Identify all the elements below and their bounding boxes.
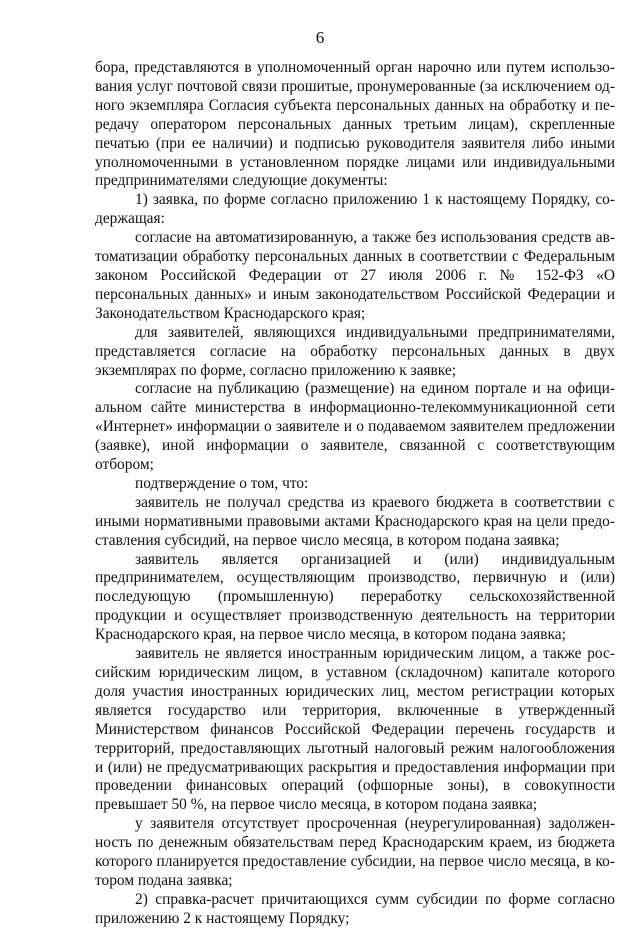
paragraph-no-debt: у заявителя отсутствует просроченная (неурегулированная) задолженность по денежным обязательствам перед Краснодарским краем, из бюджета которого планируется предоставление субсидии, на первое число месяца, в котором подана заявка;	[95, 815, 615, 889]
paragraph-consent-processing: согласие на автоматизированную, а также без использования средств автоматизации обработку персональных данных в соответствии с Федеральным законом Российской Федерации от 27 июля 2006 г. № 152-ФЗ «О персональных данных» и иным законодательством Российской Федерации и Законодательством Краснодарского края;	[95, 229, 615, 322]
paragraph-consent-publication: согласие на публикацию (размещение) на едином портале и на официальном сайте министерства в информационно-телекоммуникационной сети «Интернет» информации о заявителе и о подаваемом заявителем предложении (заявке), иной информации о заявителе, связанной с соответствующим отбором;	[95, 380, 615, 474]
paragraph-entrepreneur-consent: для заявителей, являющихся индивидуальными предпринимателями, представляется согласие на обработку персональных данных в двух экземплярах по форме, согласно приложению к заявке;	[95, 323, 615, 379]
paragraph-is-producer: заявитель является организацией и (или) индивидуальным предпринимателем, осуществляющим производство, первичную и (или) последующую (промышленную) переработку сельскохозяйственной продукции и осуществляет производственную деятельность на территории Краснодарского края, на первое число месяца, в котором подана заявка;	[95, 550, 615, 644]
paragraph-confirmation-intro: подтверждение о том, что:	[135, 474, 309, 492]
paragraph-item-1-application: 1) заявка, по форме согласно приложению 1 к настоящему Порядку, содержащая:	[95, 191, 615, 228]
document-body	[95, 59, 615, 929]
paragraph-item-2-calculation: 2) справка-расчет причитающихся сумм субсидии по форме согласно приложению 2 к настоящему Порядку;	[95, 890, 615, 927]
paragraph-not-foreign-entity: заявитель не является иностранным юридическим лицом, а также российским юридическим лицом, в уставном (складочном) капитале которого доля участия иностранных юридических лиц, местом регистрации которых является государство или территория, включенные в утвержденный Министерством финансов Российской Федерации перечень государств и территорий, предоставляющих льготный налоговый режим налогообложения и (или) не предусматривающих раскрытия и предоставления информации при проведении финансовых операций (офшорные зоны), в совокупности превышает 50 %, на первое число месяца, в котором подана заявка;	[95, 645, 615, 814]
paragraph-continuation: бора, представляются в уполномоченный орган нарочно или путем использования услуг почтовой связи прошитые, пронумерованные (за исключением одного экземпляра Согласия субъекта персональных данных на обработку и передачу оператором персональных данных третьим лицам), скрепленные печатью (при ее наличии) и подписью руководителя заявителя либо иными уполномоченными в установленном порядке лицами или индивидуальными предпринимателями следующие документы:	[95, 59, 615, 190]
paragraph-no-regional-funds: заявитель не получал средства из краевого бюджета в соответствии с иными нормативными правовыми актами Краснодарского края на цели предоставления субсидий, на первое число месяца, в котором подана заявка;	[95, 493, 615, 549]
page-number: 6	[315, 28, 325, 47]
